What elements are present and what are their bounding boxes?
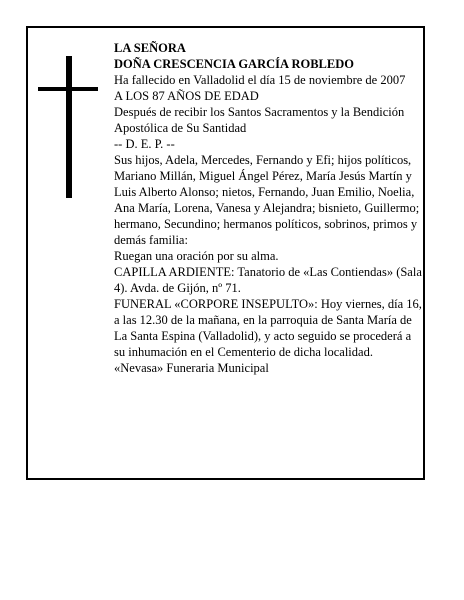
- prayer-request: Ruegan una oración por su alma.: [114, 249, 279, 263]
- deceased-name: DOÑA CRESCENCIA GARCÍA ROBLEDO: [114, 57, 354, 71]
- age: A LOS 87 AÑOS DE EDAD: [114, 89, 259, 103]
- rip: -- D. E. P. --: [114, 137, 175, 151]
- chapel-info: CAPILLA ARDIENTE: Tanatorio de «Las Contiendas» (Sala 4). Avda. de Gijón, nº 71.: [114, 265, 422, 295]
- obituary-text: [114, 40, 424, 376]
- funeral-home: «Nevasa» Funeraria Municipal: [114, 361, 269, 375]
- family-list: Sus hijos, Adela, Mercedes, Fernando y Efi; hijos políticos, Mariano Millán, Miguel Ángel Pérez, María Jesús Martín y Luis Alberto Alonso; nietos, Fernando, Juan Emilio, Noelia, Ana María, Lorena, Vanesa y Alejandra; bisnieto, Guillermo; hermano, Secundino; hermanos políticos, sobrinos, primos y demás familia:: [114, 153, 420, 247]
- death-info: Ha fallecido en Valladolid el día 15 de noviembre de 2007: [114, 73, 406, 87]
- title-line-1: LA SEÑORA: [114, 41, 186, 55]
- sacraments: Después de recibir los Santos Sacramentos y la Bendición Apostólica de Su Santidad: [114, 105, 405, 135]
- obituary-notice: [26, 26, 425, 480]
- cross-icon: [66, 56, 72, 198]
- funeral-info: FUNERAL «CORPORE INSEPULTO»: Hoy viernes, día 16, a las 12.30 de la mañana, en la parroquia de Santa María de La Santa Espina (Valladolid), y acto seguido se procederá a su inhumación en el Cementerio de dicha localidad.: [114, 297, 422, 359]
- cross-icon-bar: [38, 87, 98, 91]
